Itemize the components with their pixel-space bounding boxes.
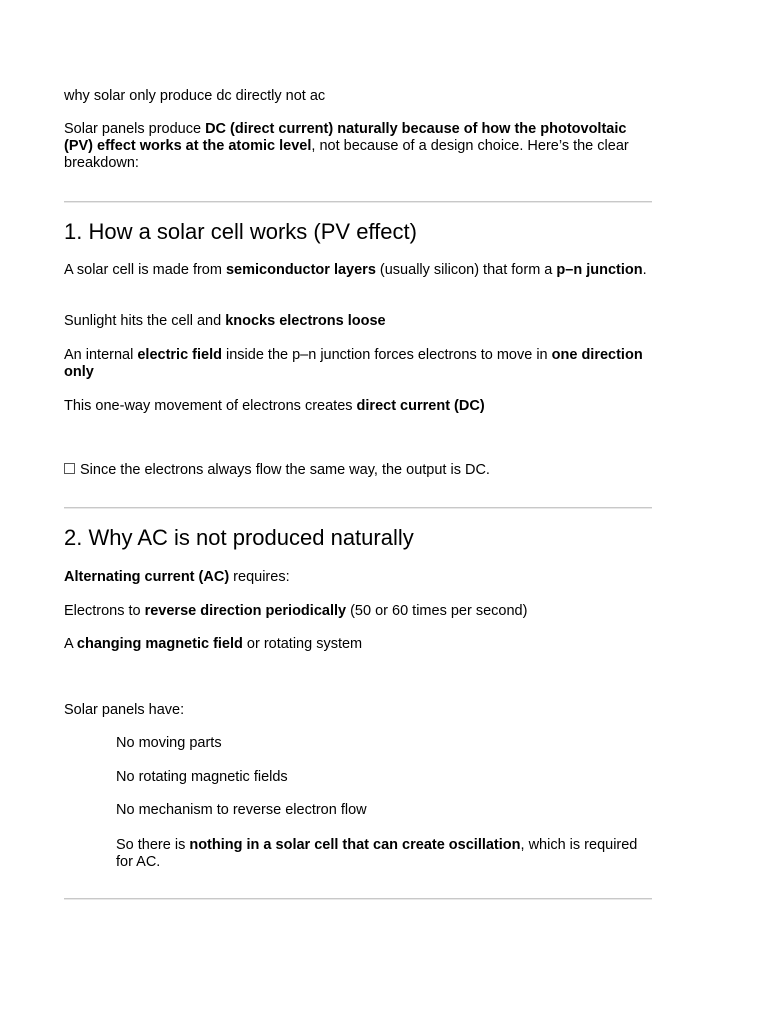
s2p1-bold-1: Alternating current (AC) [64,569,230,585]
s2p2-bold-1: reverse direction periodically [144,603,347,619]
s1p1-bold-1: semiconductor layers [225,262,376,278]
section-2-paragraph-1 [64,569,652,586]
list-item: No moving parts [116,735,222,751]
section-1-paragraph-2 [64,313,652,330]
note-text: Since the electrons always flow the same way, the output is DC. [80,462,490,478]
s1p4-text-1: This one-way movement of electrons creates [64,398,357,414]
section-2-paragraph-2 [64,603,652,620]
s1p1-bold-2: p–n junction [556,262,643,278]
placeholder-box-icon [64,463,75,474]
list-item: No rotating magnetic fields [116,769,288,785]
s1p3-text-2: inside the p–n junction forces electrons to move in [221,347,552,363]
conclusion-text-2: , which is required for AC. [116,837,638,870]
s1p4-bold-1: direct current (DC) [356,398,485,414]
conclusion-text-1: So there is [116,837,190,853]
s1p2-text-1: Sunlight hits the cell and [64,313,226,329]
section-2-conclusion [116,837,652,871]
intro-text-2: , not because of a design choice. Here’s the clear breakdown: [64,138,629,171]
s1p1-text-3: . [642,262,647,278]
s1p3-text-1: An internal [64,347,138,363]
section-1-heading: 1. How a solar cell works (PV effect) [64,219,417,244]
conclusion-bold-1: nothing in a solar cell that can create oscillation [189,837,521,853]
intro-bold-1: DC (direct current) naturally because of how the photovoltaic (PV) effect works at the atomic level [64,121,627,154]
section-2-paragraph-4: Solar panels have: [64,702,185,718]
s1p3-bold-2: one direction only [64,347,643,380]
section-1-note [64,462,652,479]
question-text: why solar only produce dc directly not ac [64,88,326,104]
s1p2-bold-1: knocks electrons loose [225,313,386,329]
s1p1-text-1: A solar cell is made from [64,262,226,278]
section-1-paragraph-1 [64,262,652,279]
section-2-paragraph-3 [64,636,652,653]
intro-paragraph [64,121,652,172]
divider-2 [64,507,652,509]
section-1-paragraph-3 [64,347,652,381]
s2p3-text-2: or rotating system [242,636,363,652]
s2p2-text-2: (50 or 60 times per second) [346,603,528,619]
divider-3 [64,898,652,900]
s2p3-text-1: A [64,636,77,652]
s2p1-text-1: requires: [229,569,290,585]
s2p3-bold-1: changing magnetic field [76,636,243,652]
s1p3-bold-1: electric field [137,347,222,363]
list-item: No mechanism to reverse electron flow [116,802,367,818]
s1p1-text-2: (usually silicon) that form a [375,262,557,278]
s2p2-text-1: Electrons to [64,603,145,619]
intro-text-1: Solar panels produce [64,121,206,137]
section-1-paragraph-4 [64,398,652,415]
section-2-heading: 2. Why AC is not produced naturally [64,525,414,550]
divider-1 [64,201,652,203]
